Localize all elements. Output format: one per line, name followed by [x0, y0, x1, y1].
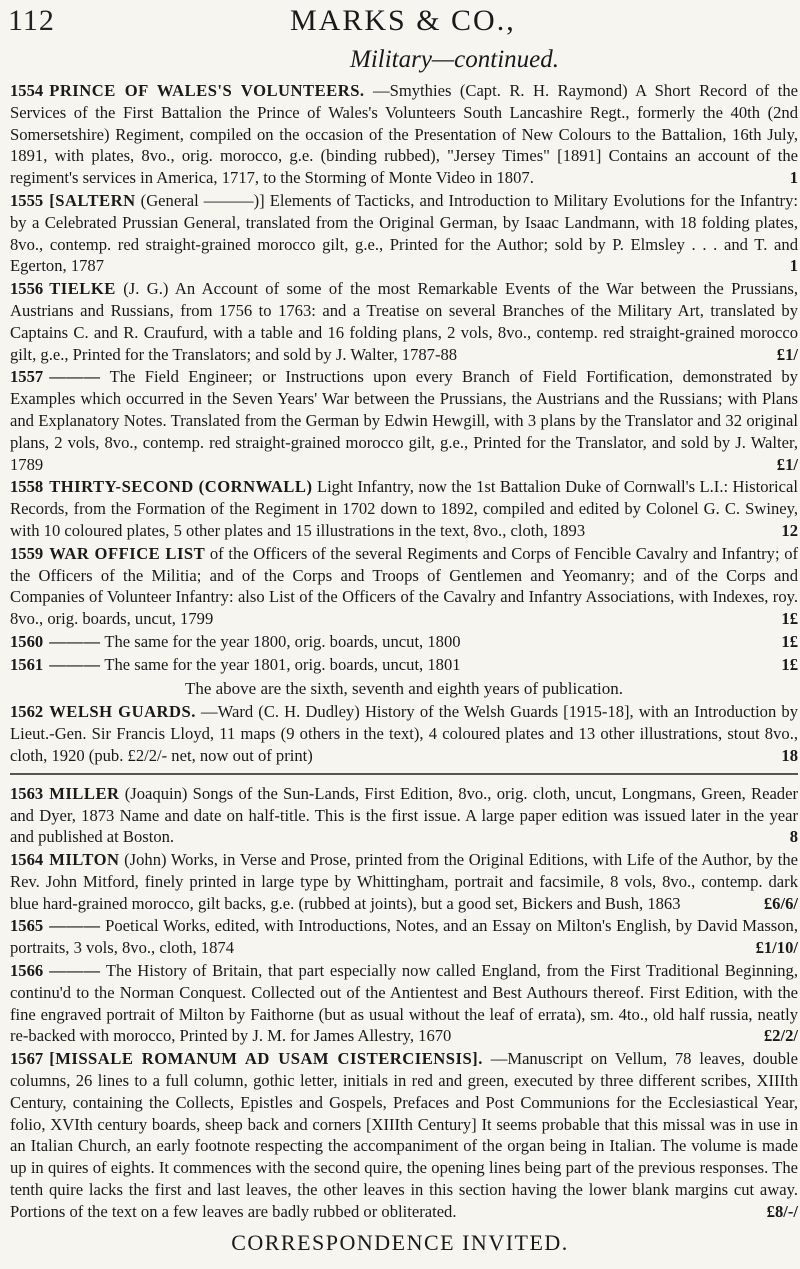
catalogue-entry: [10, 654, 798, 676]
entry-price: £2/2/: [763, 1026, 798, 1046]
entry-description: (General ———)] Elements of Tacticks, and Introduction to Military Evolutions for the Infantry: by a Celebrated Prussian General, translated from the Original German, by Isaac Landmann, with 18 folding plates, 8vo., contemp. red straight-grained morocco gilt, g.e., Printed for the Author; sold by P. Elmsley . . . and T. and Egerton, 1787: [10, 190, 798, 276]
entry-subject: WAR OFFICE LIST: [49, 543, 206, 563]
lot-number: 1564: [10, 850, 44, 870]
entry-price: £6/6/: [763, 893, 798, 913]
entry-description: The History of Britain, that part especially now called England, from the First Traditional Beginning, continu'd to the Norman Conquest. Collected out of the Antientest and Best Authours thereof. First Edition, with the fine engraved portrait of Milton by Faithorne (but as usual without the leaf of errata), sm. 4to., old half russia, neatly re-backed with morocco, Printed by J. M. for James Allestry, 1670: [10, 961, 798, 1046]
catalogue-entry: [10, 915, 798, 959]
entry-subject: ———: [49, 916, 101, 936]
lot-number: 1566: [10, 961, 44, 981]
entry-subject: [SALTERN: [49, 190, 136, 210]
entry-price: 1£: [781, 654, 798, 674]
section-divider: [10, 773, 798, 775]
entry-description: The same for the year 1800, orig. boards, uncut, 1800: [104, 631, 461, 651]
running-title: MARKS & CO.,: [290, 4, 516, 37]
page-number: 112: [8, 4, 55, 37]
entry-subject: TIELKE: [49, 279, 116, 299]
lot-number: 1557: [10, 367, 44, 387]
lot-number: 1556: [10, 279, 44, 299]
catalogue-entry: [10, 543, 798, 630]
entry-price: £1/10/: [755, 938, 798, 958]
entry-price: 1: [789, 256, 798, 276]
page-footer: CORRESPONDENCE INVITED.: [231, 1230, 569, 1255]
lot-number: 1563: [10, 783, 44, 803]
section-title: Military—continued.: [350, 46, 559, 73]
lot-number: 1562: [10, 702, 44, 722]
entry-description: Poetical Works, edited, with Introductions, Notes, and an Essay on Milton's English, by David Masson, portraits, 3 vols, 8vo., cloth, 1874: [10, 916, 798, 958]
lot-number: 1560: [10, 631, 44, 651]
entry-description: The Field Engineer; or Instructions upon every Branch of Field Fortification, demonstrated by Examples which occurred in the Seven Years' War between the Prussians, the Austrians and the Russians; with Plans and Explanatory Notes. Translated from the German by Edwin Hewgill, with 3 plans by the Translator and 32 original plans, 2 vols, 8vo., contemp. red straight-grained morocco gilt, g.e., Printed for the Translator, and sold by J. Walter, 1789: [10, 367, 798, 474]
entry-subject: MILLER: [49, 783, 120, 803]
entry-subject: [MISSALE ROMANUM AD USAM CISTERCIENSIS].: [49, 1049, 483, 1069]
entry-subject: ———: [49, 961, 101, 981]
entry-subject: WELSH GUARDS.: [49, 702, 196, 722]
catalogue-entry: [10, 849, 798, 914]
entry-price: 1£: [781, 609, 798, 629]
entry-price: 12: [781, 520, 798, 540]
entry-note: The above are the sixth, seventh and eighth years of publication.: [184, 678, 624, 698]
entry-description: —Smythies (Capt. R. H. Raymond) A Short Record of the Services of the First Battalion the Prince of Wales's Volunteers South Lancashire Regt., formerly the 40th (2nd Somersetshire) Regiment, compiled on the occasion of the Presentation of New Colours to the Battalion, 16th July, 1891, with plates, 8vo., orig. morocco, g.e. (binding rubbed), "Jersey Times" [1891] Contains an account of the regiment's services in America, 1717, to the Storming of Monte Video in 1807.: [10, 81, 798, 188]
lot-number: 1554: [10, 81, 44, 100]
catalogue-entries: [10, 80, 798, 1224]
entry-price: 1: [789, 168, 798, 188]
catalogue-entry: [10, 278, 798, 365]
catalogue-entry: [10, 80, 798, 189]
entry-price: 1£: [781, 631, 798, 651]
entry-description: (John) Works, in Verse and Prose, printed from the Original Editions, with Life of the Author, by the Rev. John Mitford, finely printed in large type by Whittingham, portrait and facsimile, 8 vols, 8vo., contemp. dark blue hard-grained morocco, gilt backs, g.e. (rubbed at joints), but a good set, Bickers and Bush, 1863: [10, 850, 798, 913]
entry-subject: ———: [49, 654, 101, 674]
catalogue-entry: [10, 701, 798, 766]
lot-number: 1567: [10, 1049, 44, 1069]
entry-subject: MILTON: [49, 850, 120, 870]
lot-number: 1555: [10, 190, 44, 210]
catalogue-entry: [10, 366, 798, 475]
entry-price: £8/-/: [766, 1201, 798, 1221]
entry-price: £1/: [776, 454, 798, 474]
entry-price: 8: [789, 827, 798, 847]
entry-description: —Manuscript on Vellum, 78 leaves, double columns, 26 lines to a full column, gothic letter, initials in red and green, executed by three different scribes, XIIIth Century, containing the Collects, Epistles and Gospels, Prefaces and Post Communions for the Ecclesiastical Year, folio, XVIth century boards, sheep back and corners [XIIIth Century] It seems probable that this missal was in use in an Italian Church, an early footnote respecting the accompaniment of the organ being in Italian. The volume is made up in quires of eights. It commences with the second quire, the opening lines being part of the previous responses. The tenth quire lacks the first and last leaves, the other leaves in this section having the lower blank margins cut away. Portions of the text on a few leaves are badly rubbed or obliterated.: [10, 1049, 798, 1221]
lot-number: 1558: [10, 477, 44, 497]
entry-description: of the Officers of the several Regiments and Corps of Fencible Cavalry and Infantry; of the Officers of the Militia; and of the Corps and Troops of Gentlemen and Yeomanry; and of the Corps and Companies of Volunteer Infantry: also List of the Officers of the Cavalry and Infantry Associations, with Indexes, roy. 8vo., orig. boards, uncut, 1799: [10, 543, 799, 629]
entry-subject: THIRTY-SECOND (CORNWALL): [49, 477, 313, 497]
catalogue-entry: [10, 960, 798, 1047]
catalogue-entry: [10, 631, 798, 653]
entry-subject: PRINCE OF WALES'S VOLUNTEERS.: [49, 81, 365, 100]
catalogue-entry: [10, 1048, 798, 1222]
entry-description: (Joaquin) Songs of the Sun-Lands, First Edition, 8vo., orig. cloth, uncut, Longmans, Green, Reader and Dyer, 1873 Name and date on half-title. This is the first issue. A large paper edition was issued later in the year and published at Boston.: [10, 783, 798, 847]
entry-subject: ———: [49, 631, 101, 651]
lot-number: 1559: [10, 543, 44, 563]
lot-number: 1565: [10, 916, 44, 936]
page-header: [0, 4, 800, 44]
entry-description: The same for the year 1801, orig. boards, uncut, 1801: [104, 654, 461, 674]
lot-number: 1561: [10, 654, 44, 674]
entry-price: £1/: [776, 344, 798, 364]
entry-description: (J. G.) An Account of some of the most Remarkable Events of the War between the Prussians, Austrians and Russians, from 1756 to 1763: and a Treatise on several Branches of the Military Art, translated by Captains C. and R. Craufurd, with a table and 16 folding plans, 2 vols, 8vo., contemp. red straight-grained morocco gilt, g.e., Printed for the Translators; and sold by J. Walter, 1787-88: [10, 279, 798, 364]
entry-description: Light Infantry, now the 1st Battalion Duke of Cornwall's L.I.: Historical Records, from the Formation of the Regiment in 1702 down to 1892, compiled and edited by Colonel G. C. Swiney, with 10 coloured plates, 5 other plates and 15 illustrations in the text, 8vo., cloth, 1893: [10, 477, 798, 540]
entry-price: 18: [781, 745, 798, 765]
catalogue-entry: [10, 783, 798, 848]
catalogue-entry: [10, 190, 798, 277]
catalogue-entry: [10, 476, 798, 541]
entry-description: —Ward (C. H. Dudley) History of the Welsh Guards [1915-18], with an Introduction by Lieut.-Gen. Sir Francis Lloyd, 11 maps (9 others in the text), 4 coloured plates and 13 other illustrations, stout 8vo., cloth, 1920 (pub. £2/2/- net, now out of print): [10, 702, 798, 765]
entry-subject: ———: [49, 367, 101, 387]
